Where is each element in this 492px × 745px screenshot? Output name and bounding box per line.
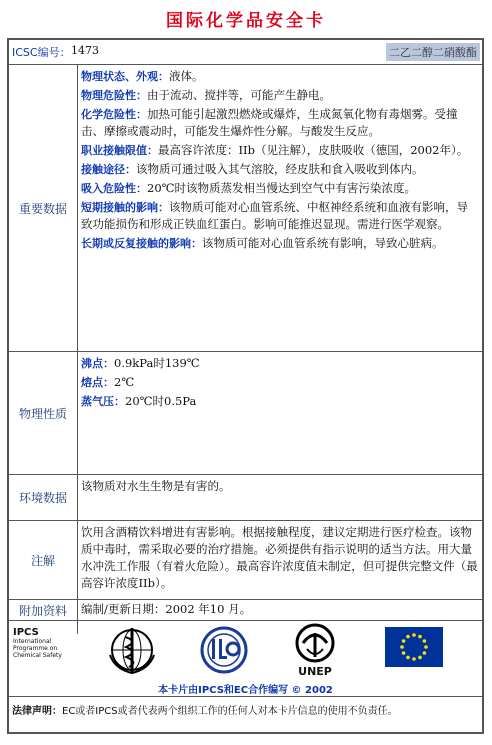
ipcs-logo: IPCS International Programme on Chemical Safety	[13, 627, 62, 659]
icsc-number: 1473	[71, 44, 99, 57]
important-item-3: 职业接触限值：最高容许浓度：IIb（见注解），皮肤吸收（德国，2002年）。	[81, 143, 469, 157]
legal-label: 法律声明：	[12, 706, 62, 717]
physical-item-0: 沸点：0.9kPa时139℃	[81, 356, 200, 370]
id-row	[9, 40, 482, 64]
who-emblem-icon	[107, 625, 157, 675]
footer-logos	[9, 621, 482, 695]
physical-item-1: 熔点：2℃	[81, 375, 135, 389]
notes-data: 饮用含酒精饮料增进有害影响。根据接触程度，建议定期进行医疗检查。该物质中毒时，需采取必要的治疗措施。必须提供有指示说明的适当方法。用大量水冲洗工作服（有着火危险）。最高容许浓度值未制定，但可提供完整文件（最高容许浓度IIb）。	[81, 525, 478, 590]
important-item-6: 短期接触的影响：该物质可能对心血管系统、中枢神经系统和血液有影响，导致功能损伤和形成正铁血红蛋白。影响可能推迟显现。需进行医学观察。	[81, 200, 468, 231]
unep-label: UNEP	[298, 665, 332, 678]
important-item-4: 接触途径：该物质可通过吸入其气溶胶，经皮肤和食入吸收到体内。	[81, 162, 424, 176]
legal-notice	[9, 697, 482, 733]
ilo-emblem-icon	[199, 625, 249, 675]
legal-text: EC或者IPCS或者代表两个组织工作的任何人对本卡片信息的使用不负责任。	[62, 706, 398, 717]
divider	[9, 351, 482, 352]
unep-emblem-icon	[293, 623, 337, 665]
section-label-environment: 环境数据	[18, 491, 67, 505]
credit-line: 本卡片由IPCS和EC合作编写 © 2002	[158, 685, 333, 696]
important-item-2: 化学危险性：加热可能引起激烈燃烧或爆炸，生成氮氧化物有毒烟雾。受撞击、摩擦或震动时，可能发生爆炸性分解。与酸发生反应。	[81, 107, 458, 138]
important-data	[78, 66, 482, 351]
section-label-additional: 附加资料	[18, 603, 67, 618]
chemical-name[interactable]: 二乙二醇二硝酸酯	[386, 43, 480, 61]
section-label-notes: 注解	[30, 553, 55, 568]
divider	[9, 64, 482, 65]
important-item-5: 吸入危险性：20℃时该物质蒸发相当慢达到空气中有害污染浓度。	[81, 181, 416, 195]
environment-data: 该物质对水生生物是有害的。	[81, 479, 231, 493]
important-item-1: 物理危险性：由于流动、搅拌等，可能产生静电。	[81, 88, 331, 102]
card-title: 国际化学品安全卡	[166, 11, 326, 31]
section-label-physical: 物理性质	[18, 406, 67, 421]
safety-card	[7, 38, 484, 734]
physical-data	[78, 353, 482, 473]
icsc-label: ICSC编号：	[12, 46, 71, 59]
divider	[9, 520, 482, 521]
eu-flag-icon	[385, 627, 443, 667]
divider	[9, 474, 482, 475]
additional-data: 编制/更新日期：2002 年10 月。	[81, 602, 252, 616]
physical-item-2: 蒸气压：20℃时0.5Pa	[81, 394, 197, 408]
important-item-0: 物理状态、外观：液体。	[81, 69, 204, 83]
section-label-important: 重要数据	[18, 201, 67, 216]
important-item-7: 长期或反复接触的影响：该物质可能对心血管系统有影响，导致心脏病。	[81, 236, 444, 250]
